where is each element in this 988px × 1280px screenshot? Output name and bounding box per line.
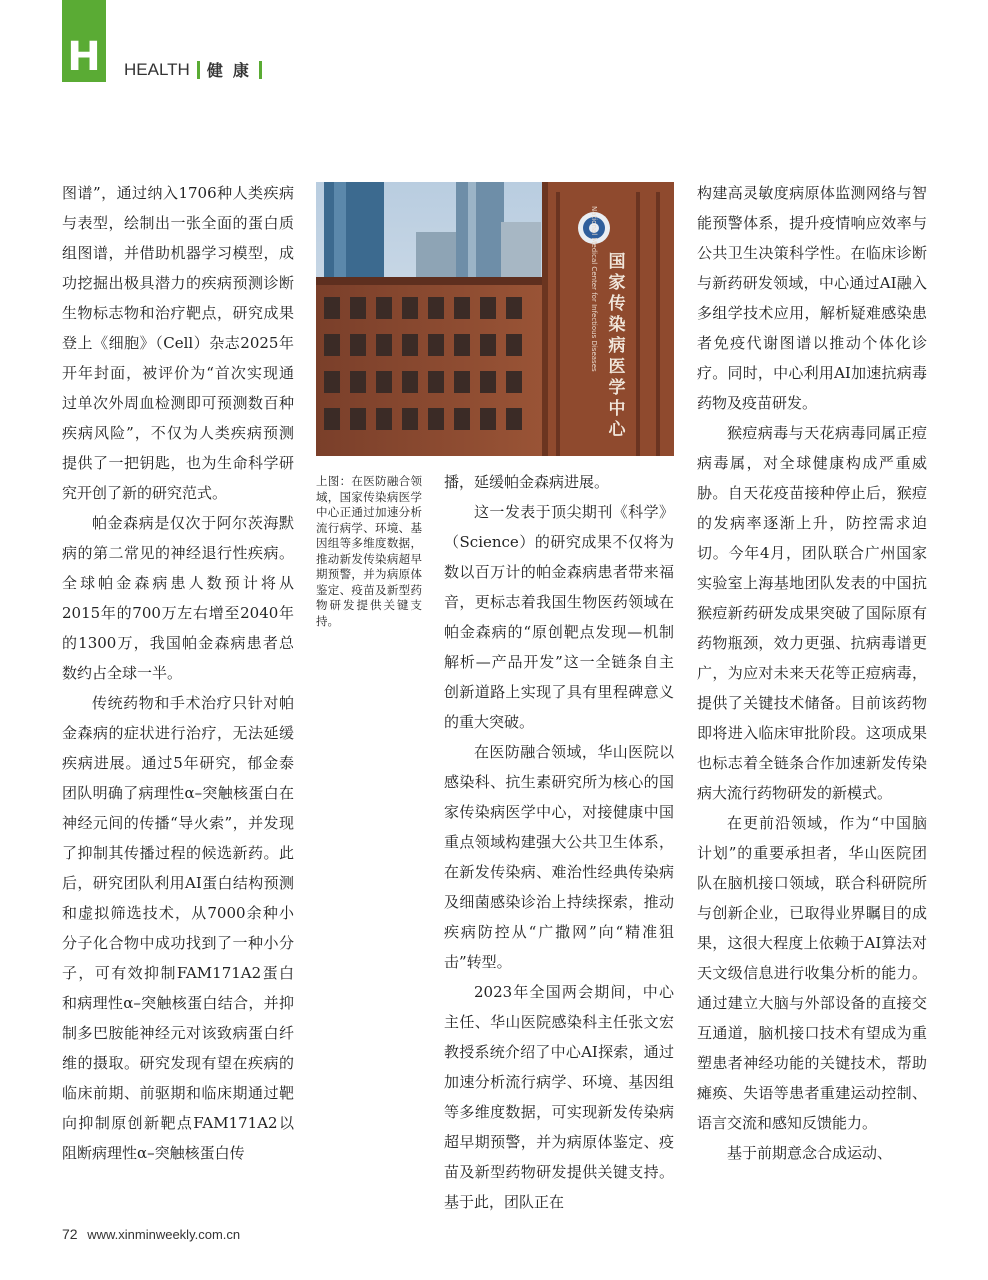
building-photo — [316, 182, 674, 456]
paragraph: 帕金森病是仅次于阿尔茨海默病的第二常见的神经退行性疾病。全球帕金森病患人数预计将从2015年的700万左右增至2040年的1300万，我国帕金森病患者总数约占全球一半。 — [62, 514, 294, 682]
paragraph: 2023年全国两会期间，中心主任、华山医院感染科主任张文宏教授系统介绍了中心AI探索，通过加速分析流行病学、环境、基因组等多维度数据，可实现新发传染病超早期预警，并为病原体鉴定、疫苗及新型药物研发提供关键支持。基于此，团队正在 — [444, 983, 674, 1211]
page-footer — [62, 1226, 240, 1242]
article-column-4 — [697, 178, 927, 1168]
paragraph: 构建高灵敏度病原体监测网络与智能预警体系，提升疫情响应效率与公共卫生决策科学性。在临床诊断与新药研发领域，中心通过AI融入多组学技术应用，解析疑难感染患者免疫代谢图谱以推动个体化诊疗。同时，中心利用AI加速抗病毒药物及疫苗研发。 — [697, 184, 927, 412]
section-title-en: HEALTH — [124, 59, 190, 79]
divider — [197, 61, 200, 79]
paragraph: 在医防融合领域，华山医院以感染科、抗生素研究所为核心的国家传染病医学中心，对接健康中国重点领域构建强大公共卫生体系，在新发传染病、难治性经典传染病及细菌感染诊治上持续探索，推动疾病防控从“广撒网”向“精准狙击”转型。 — [444, 743, 674, 971]
paragraph: 在更前沿领域，作为“中国脑计划”的重要承担者，华山医院团队在脑机接口领域，联合科研院所与创新企业，已取得业界瞩目的成果，这很大程度上依赖于AI算法对天文级信息进行收集分析的能力。通过建立大脑与外部设备的直接交互通道，脑机接口技术有望成为重塑患者神经功能的关键技术，帮助瘫痪、失语等患者重建运动控制、语言交流和感知反馈能力。 — [697, 814, 927, 1132]
building-sign-english: National Medical Center for Infectious Diseases — [590, 206, 598, 372]
paragraph: 基于前期意念合成运动、 — [727, 1144, 893, 1162]
section-title-cn: 健康 — [206, 63, 259, 80]
article-column-3 — [444, 467, 674, 1217]
photo-caption: 上图：在医防融合领域，国家传染病医学中心正通过加速分析流行病学、环境、基因组等多维度数据，推动新发传染病超早期预警，并为病原体鉴定、疫苗及新型药物研发提供关键支持。 — [316, 474, 422, 628]
section-header — [124, 58, 269, 81]
section-badge: H — [62, 0, 106, 82]
paragraph: 猴痘病毒与天花病毒同属正痘病毒属，对全球健康构成严重威胁。自天花疫苗接种停止后，猴痘的发病率逐渐上升，防控需求迫切。今年4月，团队联合广州国家实验室上海基地团队发表的中国抗猴痘新药研发成果突破了国际原有药物瓶颈，效力更强、抗病毒谱更广，为应对未来天花等正痘病毒，提供了关键技术储备。目前该药物即将进入临床审批阶段。这项成果也标志着全链条合作加速新发传染病大流行药物研发的新模式。 — [697, 424, 927, 802]
article-column-1 — [62, 178, 294, 1168]
paragraph: 这一发表于顶尖期刊《科学》（Science）的研究成果不仅将为数以百万计的帕金森病患者带来福音，更标志着我国生物医药领域在帕金森病的“原创靶点发现—机制解析—产品开发”这一全链条自主创新道路上实现了具有里程碑意义的重大突破。 — [444, 503, 674, 731]
website-url: www.xinminweekly.com.cn — [87, 1227, 241, 1242]
building-sign: 国家传染病医学中心 — [608, 252, 626, 440]
page-number: 72 — [62, 1226, 78, 1242]
paragraph: 播，延缓帕金森病进展。 — [444, 473, 610, 491]
paragraph: 传统药物和手术治疗只针对帕金森病的症状进行治疗，无法延缓疾病进展。通过5年研究，郁金泰团队明确了病理性α–突触核蛋白在神经元间的传播“导火索”，并发现了抑制其传播过程的候选新药。此后，研究团队利用AI蛋白结构预测和虚拟筛选技术，从7000余种小分子化合物中成功找到了一种小分子，可有效抑制FAM171A2蛋白和病理性α–突触核蛋白结合，并抑制多巴胺能神经元对该致病蛋白纤维的摄取。研究发现有望在疾病的临床前期、前驱期和临床期通过靶向抑制原创新靶点FAM171A2以阻断病理性α–突触核蛋白传 — [62, 694, 294, 1162]
paragraph: 图谱”，通过纳入1706种人类疾病与表型，绘制出一张全面的蛋白质组图谱，并借助机器学习模型，成功挖掘出极具潜力的疾病预测诊断生物标志物和治疗靶点，研究成果登上《细胞》（Cell）杂志2025年开年封面，被评价为“首次实现通过单次外周血检测即可预测数百种疾病风险”，不仅为人类疾病预测提供了一把钥匙，也为生命科学研究开创了新的研究范式。 — [62, 184, 294, 502]
divider — [259, 61, 262, 79]
